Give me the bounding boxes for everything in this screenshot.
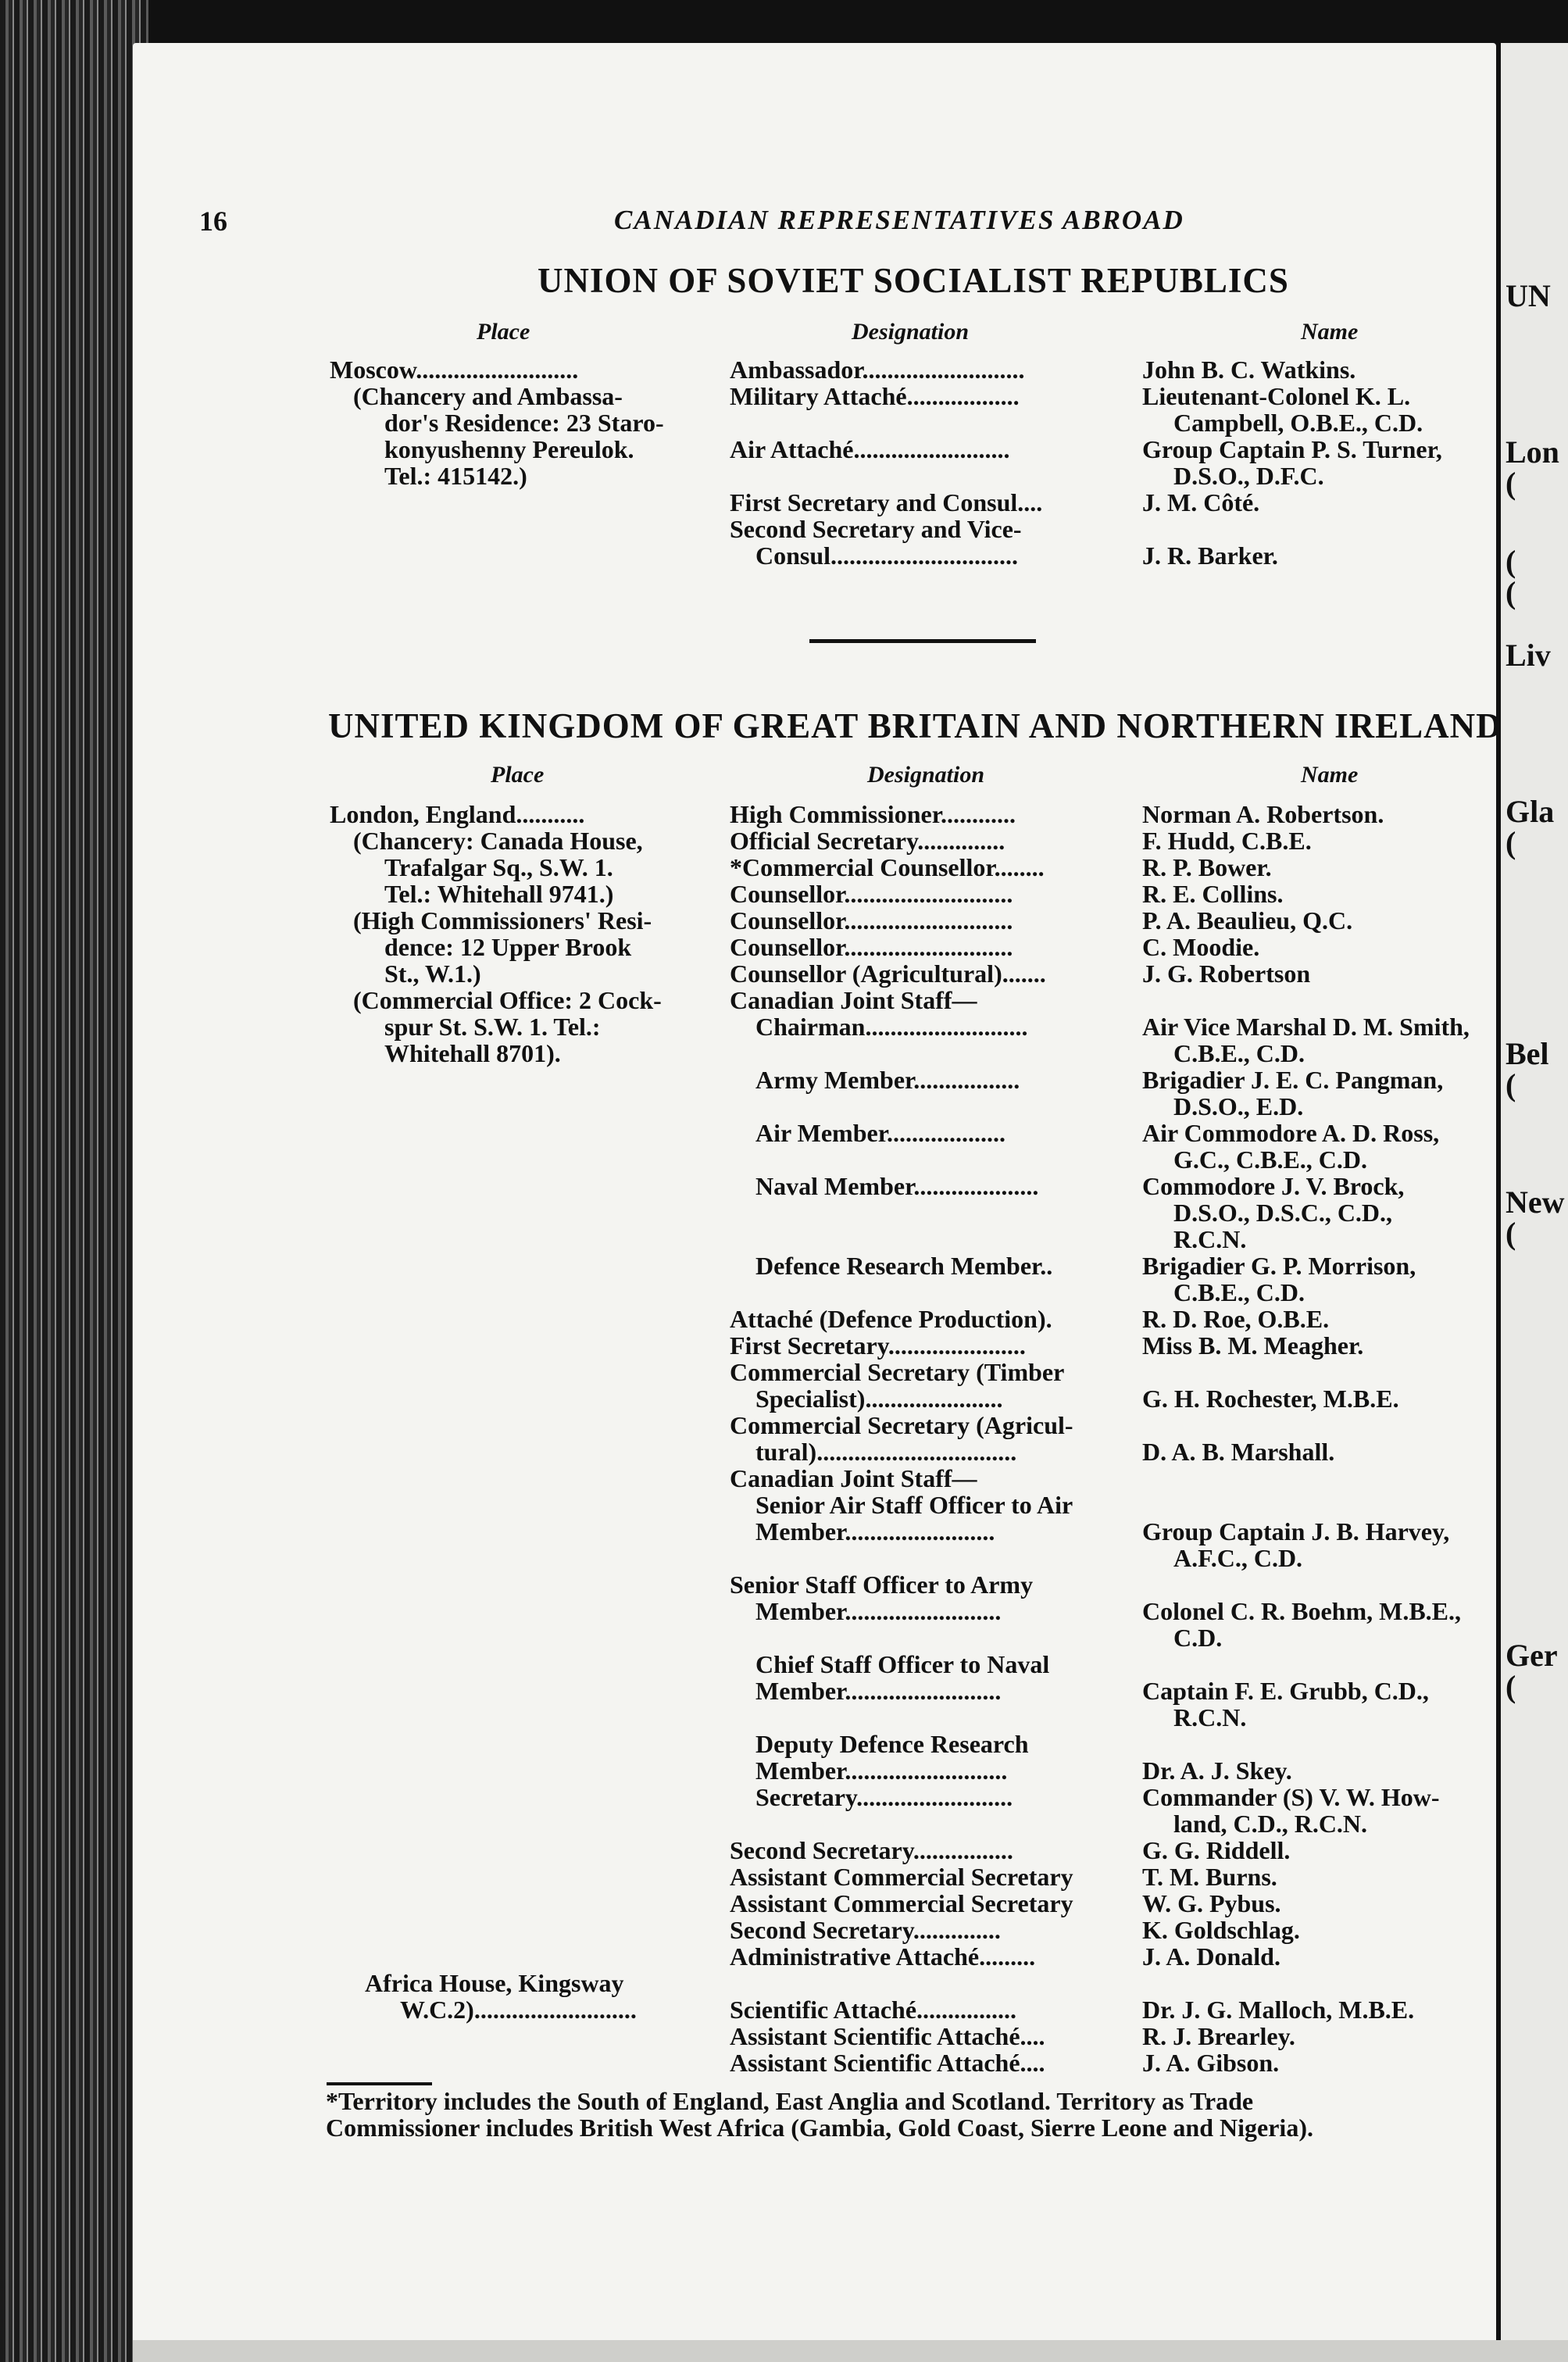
adjacent-page-fragment: ( — [1505, 575, 1516, 610]
table-row — [330, 1598, 1548, 1624]
running-head: CANADIAN REPRESENTATIVES ABROAD — [614, 205, 1184, 235]
name-cell: F. Hudd, C.B.E. — [1142, 827, 1312, 855]
place-cell: (High Commissioners' Resi- — [353, 906, 652, 934]
adjacent-page-fragment: ( — [1505, 544, 1516, 579]
name-cell: C. Moodie. — [1142, 933, 1260, 961]
designation-cell: Second Secretary and Vice- — [730, 515, 1022, 543]
designation-cell: Scientific Attaché................ — [730, 1996, 1017, 2024]
designation-cell: Second Secretary................ — [730, 1836, 1013, 1864]
designation-cell: Ambassador.......................... — [730, 356, 1025, 384]
name-cell: J. A. Gibson. — [1142, 2049, 1280, 2077]
table-row — [330, 1996, 1548, 2023]
table-row — [330, 1067, 1548, 1093]
adjacent-page-fragment: Lon — [1505, 434, 1559, 470]
table-row — [330, 1784, 1548, 1810]
table-row — [330, 1624, 1548, 1651]
name-cell: J. G. Robertson — [1142, 959, 1311, 988]
column-head-designation: Designation — [852, 319, 970, 345]
table-row — [330, 1252, 1548, 1279]
name-cell: D.S.O., D.S.C., C.D., — [1173, 1199, 1393, 1227]
adjacent-page-fragment: UN — [1505, 278, 1551, 313]
table-row — [330, 1279, 1548, 1306]
table-row — [330, 1731, 1548, 1757]
name-cell: Brigadier J. E. C. Pangman, — [1142, 1066, 1444, 1094]
column-head-name: Name — [1301, 319, 1359, 345]
table-row — [330, 987, 1548, 1013]
designation-cell: Chairman.......................... — [755, 1013, 1028, 1041]
designation-cell: *Commercial Counsellor........ — [730, 853, 1045, 881]
designation-cell: Member......................... — [755, 1597, 1002, 1625]
place-cell: Tel.: Whitehall 9741.) — [384, 880, 614, 908]
name-cell: Norman A. Robertson. — [1142, 800, 1384, 828]
table-row — [330, 1864, 1548, 1890]
place-cell: konyushenny Pereulok. — [384, 435, 634, 463]
name-cell: Group Captain J. B. Harvey, — [1142, 1517, 1450, 1545]
name-cell: R.C.N. — [1173, 1703, 1247, 1731]
place-cell: St., W.1.) — [384, 959, 481, 988]
table-row — [330, 934, 1548, 960]
uk-entries — [330, 801, 1548, 2076]
table-row — [330, 1359, 1548, 1385]
name-cell: Brigadier G. P. Morrison, — [1142, 1252, 1416, 1280]
table-row — [330, 1385, 1548, 1412]
place-cell: (Chancery and Ambassa- — [353, 382, 623, 410]
name-cell: D.S.O., D.F.C. — [1173, 462, 1324, 490]
table-row — [330, 1492, 1548, 1518]
name-cell: C.B.E., C.D. — [1173, 1039, 1305, 1067]
ussr-entries — [330, 356, 1548, 569]
name-cell: Captain F. E. Grubb, C.D., — [1142, 1677, 1429, 1705]
designation-cell: Military Attaché.................. — [730, 382, 1020, 410]
designation-cell: First Secretary and Consul.... — [730, 488, 1043, 516]
table-row — [330, 960, 1548, 987]
place-cell: Trafalgar Sq., S.W. 1. — [384, 853, 613, 881]
table-row — [330, 1306, 1548, 1332]
designation-cell: Attaché (Defence Production). — [730, 1305, 1052, 1333]
adjacent-page-fragment: ( — [1505, 1067, 1516, 1102]
name-cell: G. H. Rochester, M.B.E. — [1142, 1385, 1399, 1413]
footnote-line: Commissioner includes British West Africa (Gambia, Gold Coast, Sierre Leone and Nigeria). — [326, 2114, 1313, 2142]
name-cell: R. J. Brearley. — [1142, 2022, 1295, 2050]
column-head-place: Place — [491, 762, 545, 788]
place-cell: Moscow.......................... — [330, 356, 579, 384]
column-head-place: Place — [477, 319, 530, 345]
table-row — [330, 356, 1548, 383]
table-row — [330, 1757, 1548, 1784]
table-row — [330, 827, 1548, 854]
table-row — [330, 489, 1548, 516]
designation-cell: Commercial Secretary (Agricul- — [730, 1411, 1073, 1439]
name-cell: J. A. Donald. — [1142, 1942, 1280, 1971]
name-cell: R. E. Collins. — [1142, 880, 1284, 908]
designation-cell: Counsellor........................... — [730, 880, 1013, 908]
designation-cell: Counsellor........................... — [730, 906, 1013, 934]
name-cell: G. G. Riddell. — [1142, 1836, 1291, 1864]
designation-cell: Secretary......................... — [755, 1783, 1013, 1811]
column-head-name: Name — [1301, 762, 1359, 788]
table-row — [330, 1438, 1548, 1465]
name-cell: Air Commodore A. D. Ross, — [1142, 1119, 1440, 1147]
table-row — [330, 1837, 1548, 1864]
adjacent-page-fragment: New — [1505, 1185, 1565, 1220]
place-cell: Tel.: 415142.) — [384, 462, 527, 490]
name-cell: J. R. Barker. — [1142, 541, 1278, 570]
table-row — [330, 881, 1548, 907]
name-cell: W. G. Pybus. — [1142, 1889, 1281, 1917]
place-cell: (Commercial Office: 2 Cock- — [353, 986, 662, 1014]
table-row — [330, 801, 1548, 827]
adjacent-page-fragment: Gla — [1505, 794, 1555, 829]
designation-cell: Member.......................... — [755, 1756, 1008, 1785]
table-row — [330, 1545, 1548, 1571]
designation-cell: Second Secretary.............. — [730, 1916, 1001, 1944]
place-cell: dor's Residence: 23 Staro- — [384, 409, 664, 437]
table-row — [330, 409, 1548, 436]
name-cell: C.D. — [1173, 1624, 1223, 1652]
name-cell: A.F.C., C.D. — [1173, 1544, 1303, 1572]
place-cell: Africa House, Kingsway — [365, 1969, 624, 1997]
table-row — [330, 1412, 1548, 1438]
table-row — [330, 1810, 1548, 1837]
table-row — [330, 1226, 1548, 1252]
adjacent-page-fragment: Bel — [1505, 1036, 1549, 1071]
table-row — [330, 2049, 1548, 2076]
name-cell: R.C.N. — [1173, 1225, 1247, 1253]
place-cell: Whitehall 8701). — [384, 1039, 561, 1067]
designation-cell: Air Member................... — [755, 1119, 1005, 1147]
name-cell: Commodore J. V. Brock, — [1142, 1172, 1405, 1200]
table-row — [330, 1146, 1548, 1173]
name-cell: D.S.O., E.D. — [1173, 1092, 1304, 1120]
table-row — [330, 542, 1548, 569]
designation-cell: Assistant Commercial Secretary — [730, 1863, 1073, 1891]
designation-cell: Army Member................. — [755, 1066, 1020, 1094]
place-cell: London, England........... — [330, 800, 585, 828]
name-cell: land, C.D., R.C.N. — [1173, 1810, 1368, 1838]
designation-cell: Counsellor (Agricultural)....... — [730, 959, 1046, 988]
adjacent-page-fragment: Ger — [1505, 1638, 1558, 1673]
section-divider — [809, 639, 1036, 643]
designation-cell: Canadian Joint Staff— — [730, 1464, 977, 1492]
table-row — [330, 1465, 1548, 1492]
name-cell: Air Vice Marshal D. M. Smith, — [1142, 1013, 1470, 1041]
adjacent-page-fragment: Liv — [1505, 638, 1551, 673]
table-row — [330, 1704, 1548, 1731]
footnote-line: *Territory includes the South of England, East Anglia and Scotland. Territory as Trade — [326, 2087, 1254, 2115]
designation-cell: Defence Research Member.. — [755, 1252, 1053, 1280]
table-row — [330, 1093, 1548, 1120]
column-head-designation: Designation — [867, 762, 985, 788]
name-cell: P. A. Beaulieu, Q.C. — [1142, 906, 1353, 934]
name-cell: G.C., C.B.E., C.D. — [1173, 1145, 1368, 1174]
section-title-uk: UNITED KINGDOM OF GREAT BRITAIN AND NORTHERN IRELAND — [328, 706, 1502, 745]
designation-cell: First Secretary...................... — [730, 1331, 1026, 1360]
designation-cell: Member......................... — [755, 1677, 1002, 1705]
name-cell: Commander (S) V. W. How- — [1142, 1783, 1440, 1811]
table-row — [330, 1571, 1548, 1598]
name-cell: Campbell, O.B.E., C.D. — [1173, 409, 1423, 437]
table-row — [330, 1040, 1548, 1067]
adjacent-page-fragment: ( — [1505, 466, 1516, 501]
designation-cell: Naval Member.................... — [755, 1172, 1039, 1200]
name-cell: Group Captain P. S. Turner, — [1142, 435, 1442, 463]
table-row — [330, 1651, 1548, 1678]
adjacent-page-fragment: ( — [1505, 825, 1516, 860]
name-cell: Colonel C. R. Boehm, M.B.E., — [1142, 1597, 1461, 1625]
name-cell: K. Goldschlag. — [1142, 1916, 1300, 1944]
adjacent-page-fragment: ( — [1505, 1216, 1516, 1251]
table-row — [330, 907, 1548, 934]
table-row — [330, 1120, 1548, 1146]
bottom-edge — [133, 2340, 1568, 2362]
table-row — [330, 1943, 1548, 1970]
adjacent-page-fragment: ( — [1505, 1669, 1516, 1704]
name-cell: Dr. J. G. Malloch, M.B.E. — [1142, 1996, 1415, 2024]
designation-cell: Counsellor........................... — [730, 933, 1013, 961]
footnote-rule — [327, 2082, 432, 2085]
designation-cell: Canadian Joint Staff— — [730, 986, 977, 1014]
name-cell: R. D. Roe, O.B.E. — [1142, 1305, 1330, 1333]
name-cell: T. M. Burns. — [1142, 1863, 1277, 1891]
section-title-ussr: UNION OF SOVIET SOCIALIST REPUBLICS — [538, 261, 1289, 300]
name-cell: Lieutenant-Colonel K. L. — [1142, 382, 1411, 410]
designation-cell: Deputy Defence Research — [755, 1730, 1029, 1758]
table-row — [330, 1332, 1548, 1359]
place-cell: W.C.2).......................... — [400, 1996, 637, 2024]
name-cell: J. M. Côté. — [1142, 488, 1260, 516]
name-cell: Miss B. M. Meagher. — [1142, 1331, 1364, 1360]
place-cell: spur St. S.W. 1. Tel.: — [384, 1013, 601, 1041]
name-cell: John B. C. Watkins. — [1142, 356, 1356, 384]
table-row — [330, 1173, 1548, 1199]
table-row — [330, 1518, 1548, 1545]
designation-cell: Commercial Secretary (Timber — [730, 1358, 1065, 1386]
designation-cell: Member........................ — [755, 1517, 995, 1545]
designation-cell: Senior Air Staff Officer to Air — [755, 1491, 1073, 1519]
designation-cell: Air Attaché......................... — [730, 435, 1010, 463]
designation-cell: Assistant Commercial Secretary — [730, 1889, 1073, 1917]
table-row — [330, 1678, 1548, 1704]
table-row — [330, 1917, 1548, 1943]
table-row — [330, 463, 1548, 489]
table-row — [330, 436, 1548, 463]
name-cell: Dr. A. J. Skey. — [1142, 1756, 1292, 1785]
designation-cell: Assistant Scientific Attaché.... — [730, 2049, 1045, 2077]
book-binding-shadow — [0, 0, 148, 2362]
table-row — [330, 1970, 1548, 1996]
designation-cell: Chief Staff Officer to Naval — [755, 1650, 1050, 1678]
designation-cell: Official Secretary.............. — [730, 827, 1005, 855]
table-row — [330, 2023, 1548, 2049]
designation-cell: tural)................................ — [755, 1438, 1017, 1466]
table-row — [330, 1890, 1548, 1917]
table-row — [330, 516, 1548, 542]
designation-cell: Senior Staff Officer to Army — [730, 1570, 1034, 1599]
table-row — [330, 1013, 1548, 1040]
name-cell: C.B.E., C.D. — [1173, 1278, 1305, 1306]
page-number: 16 — [199, 205, 227, 237]
name-cell: D. A. B. Marshall. — [1142, 1438, 1335, 1466]
table-row — [330, 1199, 1548, 1226]
place-cell: dence: 12 Upper Brook — [384, 933, 632, 961]
designation-cell: Assistant Scientific Attaché.... — [730, 2022, 1045, 2050]
designation-cell: Administrative Attaché......... — [730, 1942, 1036, 1971]
designation-cell: Specialist)...................... — [755, 1385, 1003, 1413]
place-cell: (Chancery: Canada House, — [353, 827, 643, 855]
designation-cell: High Commissioner............ — [730, 800, 1016, 828]
table-row — [330, 854, 1548, 881]
designation-cell: Consul.............................. — [755, 541, 1019, 570]
table-row — [330, 383, 1548, 409]
name-cell: R. P. Bower. — [1142, 853, 1272, 881]
